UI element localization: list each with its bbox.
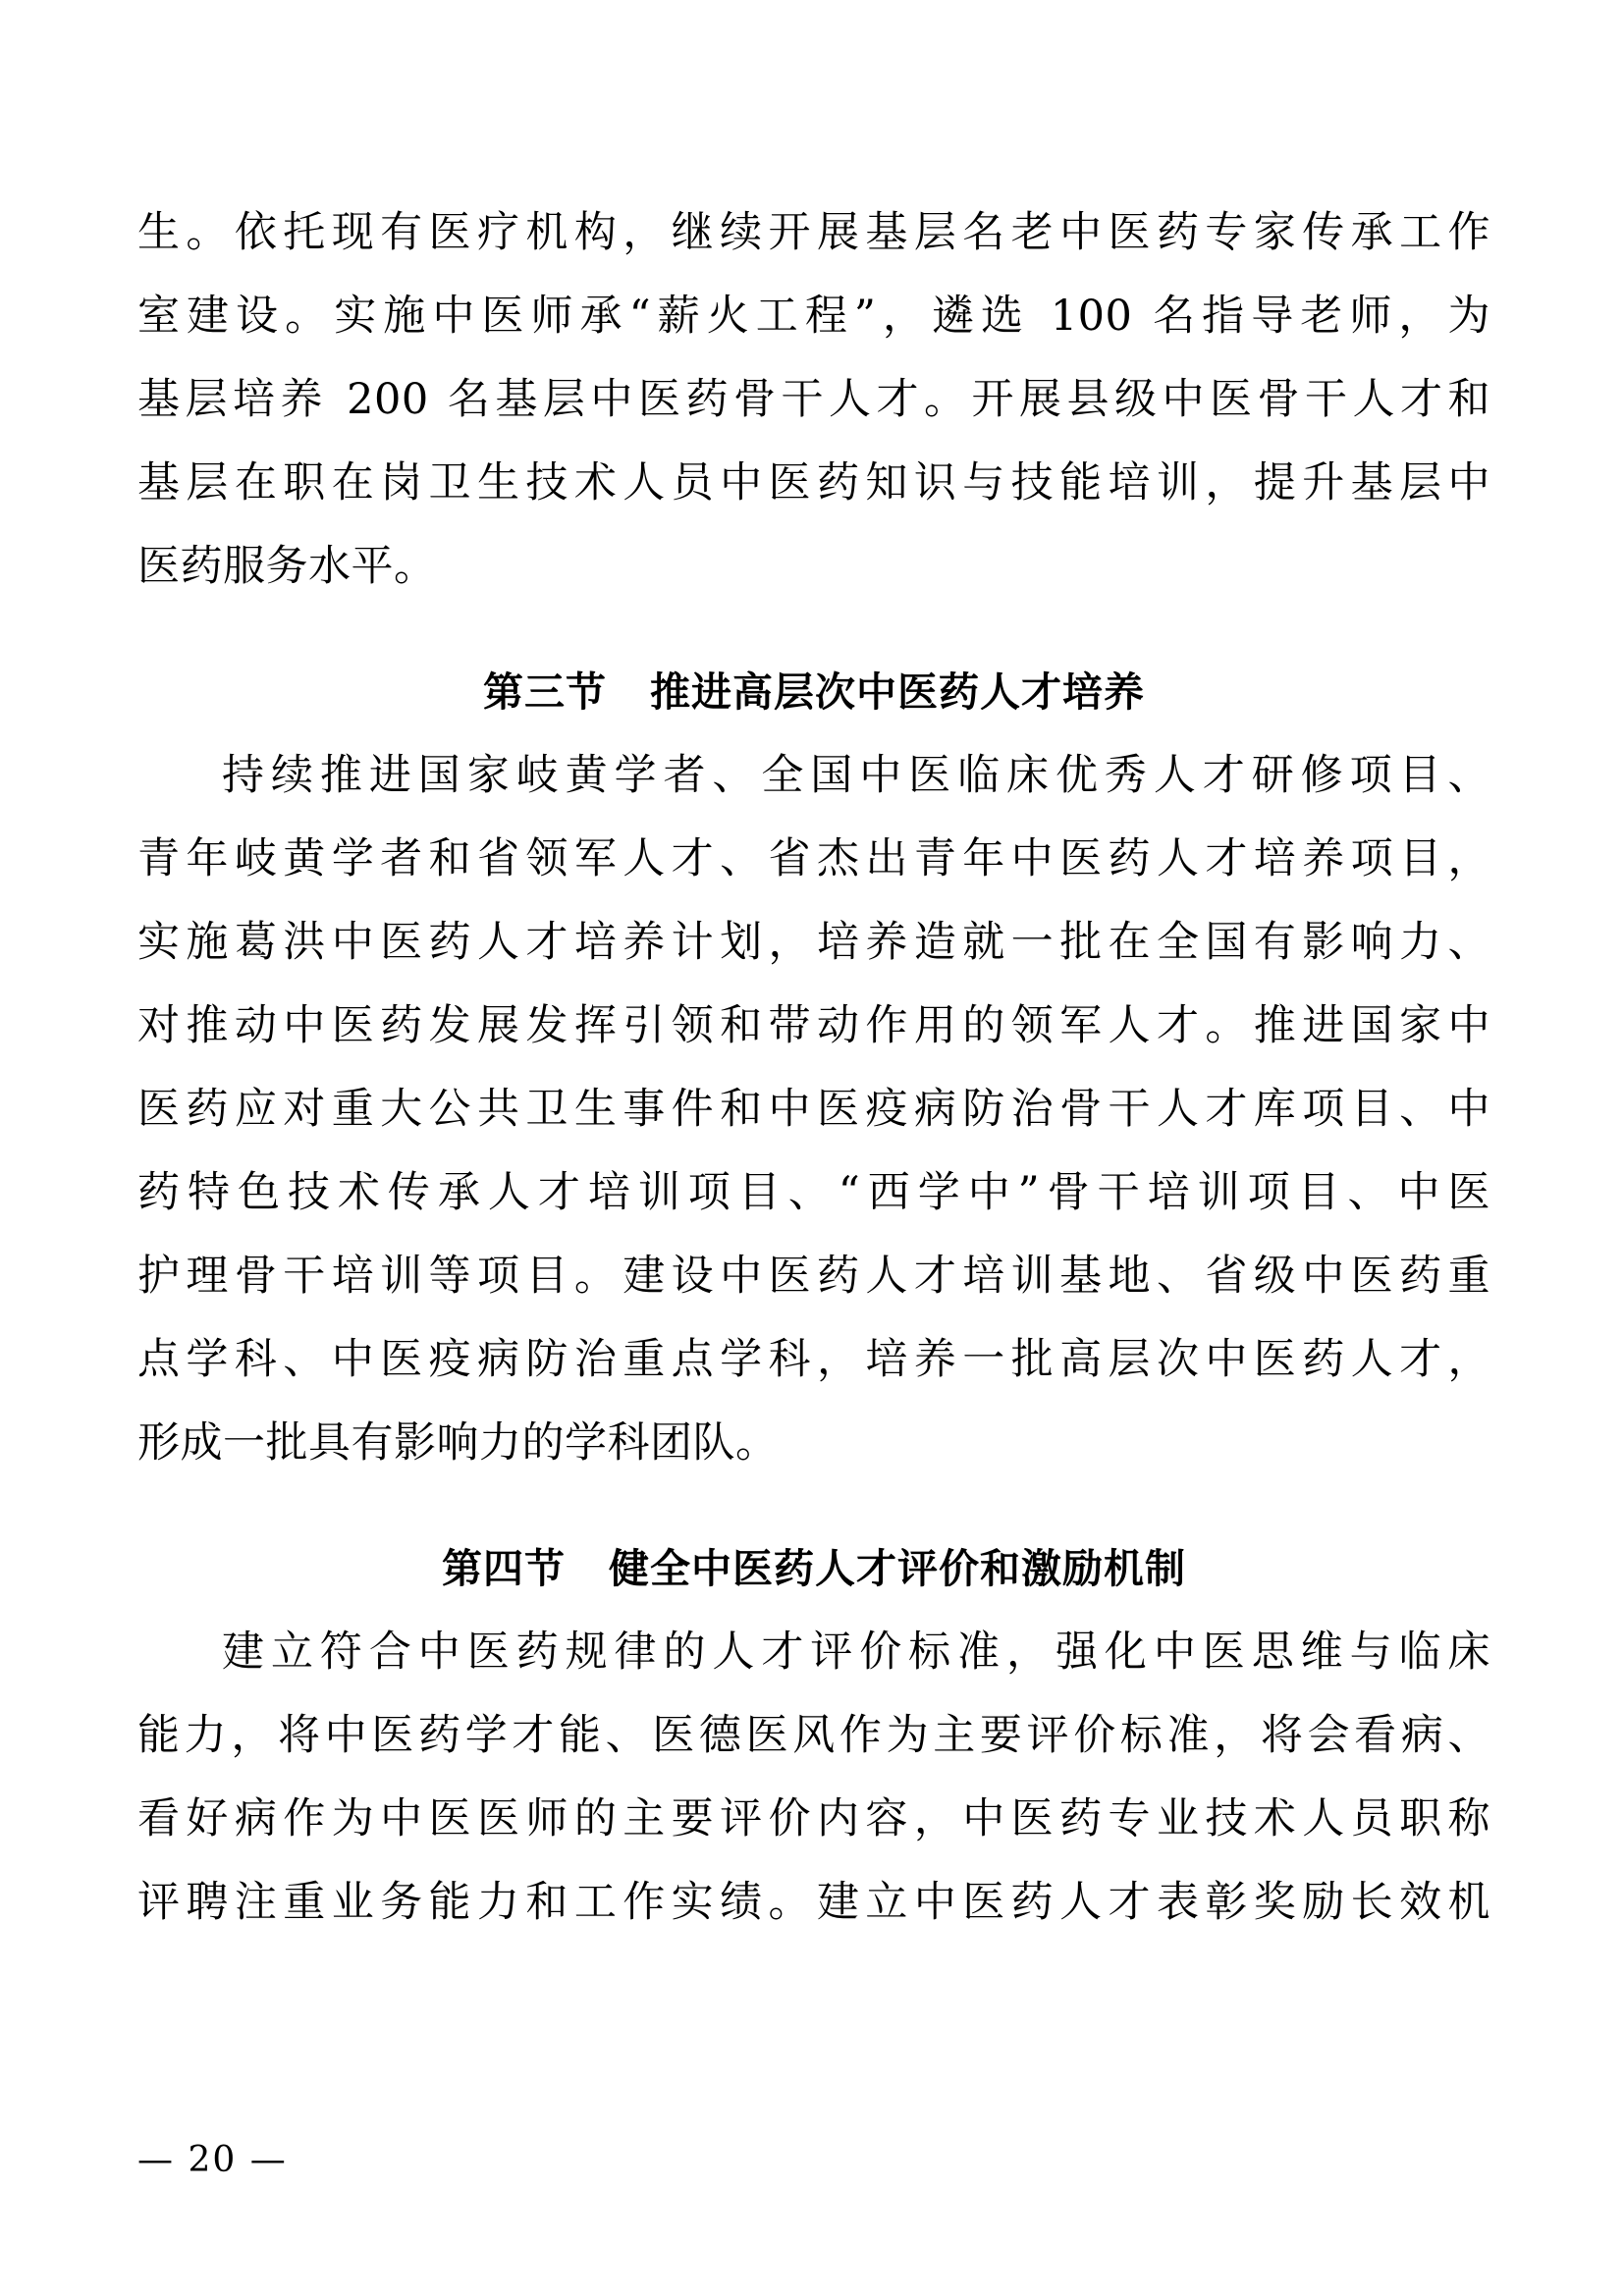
text-line: 青年岐黄学者和省领军人才、省杰出青年中医药人才培养项目，	[137, 834, 1490, 883]
text-line: 持续推进国家岐黄学者、全国中医临床优秀人才研修项目、	[222, 751, 1490, 800]
text-line: 基层在职在岗卫生技术人员中医药知识与技能培训，提升基层中	[137, 458, 1490, 507]
page-number: — 20 —	[137, 2140, 288, 2180]
page-content	[137, 191, 1490, 1945]
section-title: 推进高层次中医药人才培养	[650, 668, 1145, 716]
text-line: 能力，将中医药学才能、医德医风作为主要评价标准，将会看病、	[137, 1711, 1490, 1760]
paragraph-evaluation-incentive	[137, 1611, 1490, 1945]
section-heading-4	[137, 1485, 1490, 1611]
text-line: 形成一批具有影响力的学科团队。	[137, 1418, 779, 1468]
text-line: 医药应对重大公共卫生事件和中医疫病防治骨干人才库项目、中	[137, 1085, 1490, 1134]
text-line: 室建设。实施中医师承“薪火工程”，遴选 100 名指导老师，为	[137, 292, 1490, 341]
text-line: 实施葛洪中医药人才培养计划，培养造就一批在全国有影响力、	[137, 918, 1490, 967]
text-line: 对推动中医药发展发挥引领和带动作用的领军人才。推进国家中	[137, 1001, 1490, 1050]
section-heading-3	[137, 609, 1490, 734]
text-line: 药特色技术传承人才培训项目、“西学中”骨干培训项目、中医	[137, 1168, 1490, 1217]
section-title: 健全中医药人才评价和激励机制	[609, 1545, 1186, 1592]
paragraph-continuation	[137, 191, 1490, 609]
text-line: 护理骨干培训等项目。建设中医药人才培训基地、省级中医药重	[137, 1252, 1490, 1301]
section-number: 第四节	[442, 1545, 566, 1592]
text-line: 评聘注重业务能力和工作实绩。建立中医药人才表彰奖励长效机	[137, 1878, 1490, 1927]
text-line: 基层培养 200 名基层中医药骨干人才。开展县级中医骨干人才和	[137, 375, 1490, 424]
paragraph-high-level-talent	[137, 734, 1490, 1485]
text-line: 建立符合中医药规律的人才评价标准，强化中医思维与临床	[222, 1628, 1490, 1677]
section-number: 第三节	[483, 668, 607, 716]
text-line: 看好病作为中医医师的主要评价内容，中医药专业技术人员职称	[137, 1794, 1490, 1843]
text-line: 生。依托现有医疗机构，继续开展基层名老中医药专家传承工作	[137, 208, 1490, 257]
text-line: 医药服务水平。	[137, 542, 437, 591]
text-line: 点学科、中医疫病防治重点学科，培养一批高层次中医药人才，	[137, 1335, 1490, 1384]
